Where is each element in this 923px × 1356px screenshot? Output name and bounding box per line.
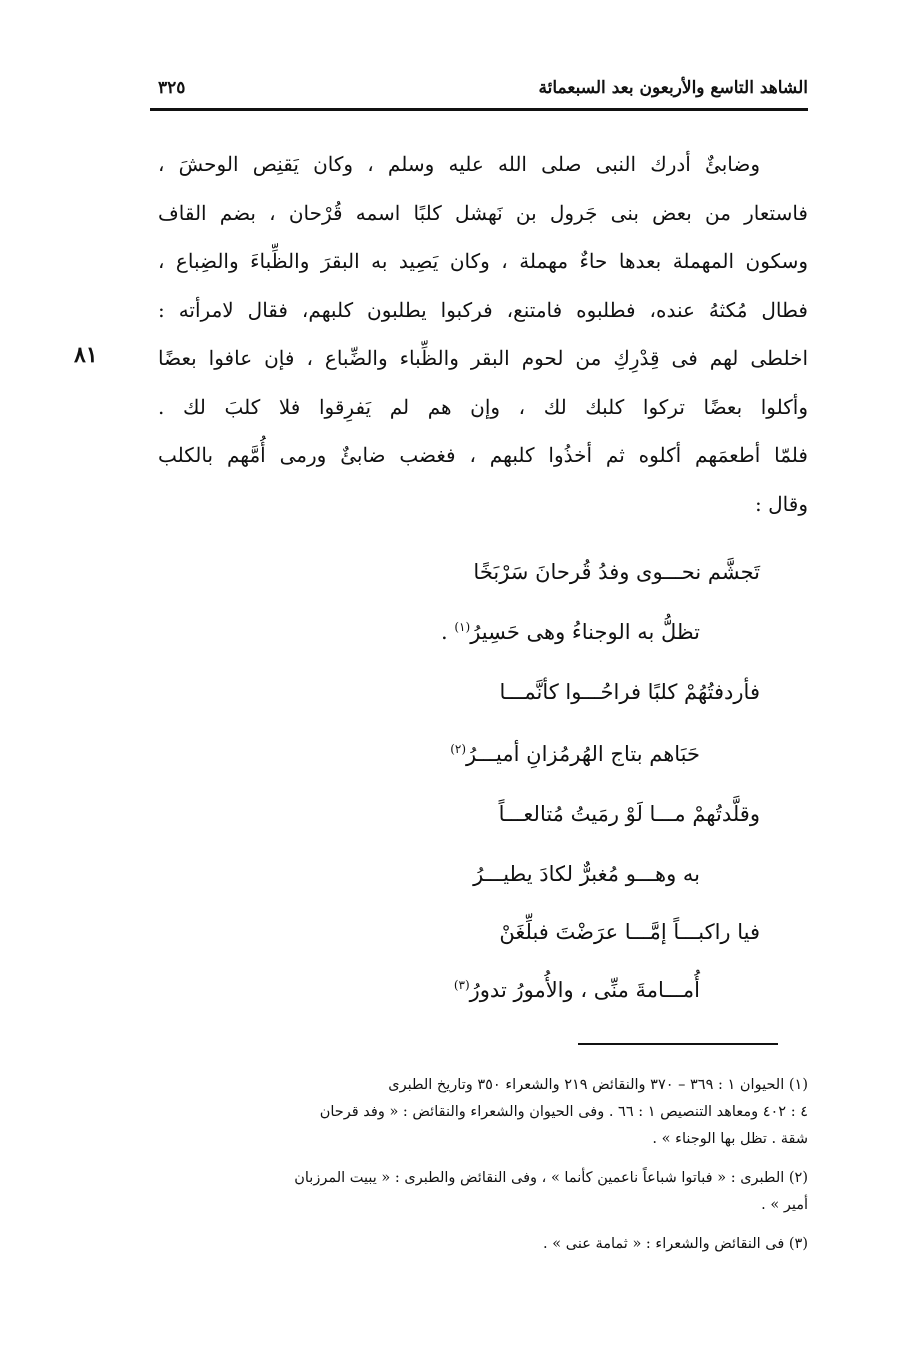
verse-text: أُمـــامةَ منِّى ، والأُمورُ تدورُ	[469, 978, 700, 1002]
prose-line: وأكلوا بعضًا تركوا كلبك لك ، وإن هم لم يَفرِقوا فلا كلبَ لك .	[158, 394, 808, 419]
footnote	[140, 1165, 808, 1219]
running-title: الشاهد التاسع والأربعون بعد السبعمائة	[538, 78, 808, 98]
prose-line: اخلطى لهم فى قِدْرِكِ من لحوم البقر والظِّباء والضِّباع ، فإن عافوا بعضًا	[158, 346, 808, 370]
verse-first-hemistich: وقلَّدتُهمْ مـــا لَوْ رمَيتُ مُتالعـــاً	[498, 802, 760, 826]
verse-second-hemistich	[450, 742, 700, 766]
footnote-marker: (٢)	[450, 742, 467, 756]
verse-text: تظلُّ به الوجناءُ وهى حَسِيرُ	[470, 620, 700, 644]
prose-line: فاستعار من بعض بنى جَرول بن نَهشل كلبًا اسمه قُرْحان ، بضم القاف	[158, 200, 808, 225]
footnote-line: (١) الحيوان ١ : ٣٦٩ – ٣٧٠ والنقائض ٢١٩ والشعراء ٣٥٠ وتاريخ الطبرى	[388, 1077, 808, 1093]
prose-line: وقال :	[755, 491, 808, 516]
prose-line: وسكون المهملة بعدها حاءٌ مهملة ، وكان يَصِيد به البقرَ والظِّباءَ والضِباع ،	[158, 249, 808, 273]
footnote-line: أمير » .	[761, 1197, 808, 1213]
footnote-line: شقة . تظل بها الوجناء » .	[652, 1131, 808, 1147]
verse-first-hemistich: فأردفتُهُمْ كلبًا فراحُـــوا كأنَّمـــا	[499, 680, 760, 704]
page-number: ٣٢٥	[158, 78, 186, 98]
running-head	[150, 78, 808, 106]
prose-paragraph	[158, 140, 808, 528]
verse-first-hemistich: تَجشَّم نحـــوى وفدُ قُرحانَ سَرْبَخًا	[473, 560, 760, 584]
verse-second-hemistich	[454, 978, 700, 1002]
verse-second-hemistich: به وهـــو مُغبرٌّ لكادَ يطيـــرُ	[473, 862, 700, 886]
footnote-line: (٣) فى النقائض والشعراء : « ثمامة عنى » .	[543, 1236, 808, 1252]
prose-line: فطال مُكثهُ عنده، فطلبوه فامتنع، فركبوا يطلبون كلبهم، فقال لامرأته :	[158, 297, 808, 322]
footnote-marker: (١)	[454, 620, 471, 634]
footnote-line: ٤ : ٤٠٢ ومعاهد التنصيص ١ : ٦٦ . وفى الحيوان والشعراء والنقائض : « وفد قرحان	[319, 1104, 808, 1120]
prose-line: وضابئٌ أدرك النبى صلى الله عليه وسلم ، وكان يَقنِص الوحشَ ،	[158, 152, 760, 176]
footnotes	[140, 1072, 808, 1270]
footnote-marker: (٣)	[453, 978, 470, 992]
footnote-line: (٢) الطبرى : « فباتوا شباعاً ناعمين كأنما » ، وفى النقائض والطبرى : « يبيت المرزبان	[294, 1170, 808, 1186]
footnote	[140, 1231, 808, 1258]
verse-first-hemistich: فيا راكبـــاً إمَّـــا عرَضْتَ فبلِّغَنْ	[499, 920, 760, 944]
verse-end: .	[440, 620, 448, 644]
verse-text: حَبَاهم بتاج الهُرمُزانِ أميـــرُ	[466, 742, 700, 766]
footnote	[140, 1072, 808, 1153]
footnote-rule	[578, 1043, 778, 1045]
margin-number: ٨١	[74, 342, 98, 368]
header-rule	[150, 108, 808, 111]
prose-line: فلمّا أطعمَهم أكلوه ثم أخذُوا كلبهم ، فغضب ضابئٌ ورمى أُمَّهم بالكلب	[158, 443, 808, 467]
verse-second-hemistich	[441, 620, 700, 644]
